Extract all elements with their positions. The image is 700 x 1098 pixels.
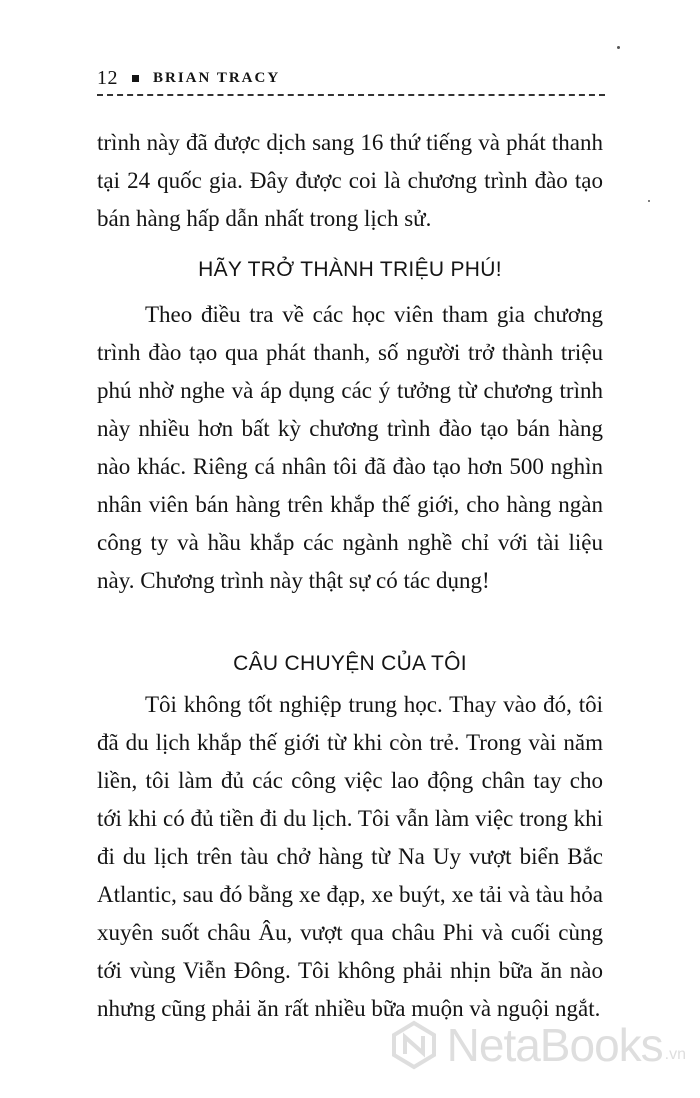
section-heading-my-story: CÂU CHUYỆN CỦA TÔI <box>233 652 467 675</box>
author-name: BRIAN TRACY <box>153 69 281 86</box>
header-divider <box>97 94 605 96</box>
intro-paragraph: trình này đã được dịch sang 16 thứ tiếng và phát thanh tại 24 quốc gia. Đây được coi là chương trình đào tạo bán hàng hấp dẫn nhất trong lịch sử. <box>97 130 603 231</box>
millionaire-paragraph: Theo điều tra về các học viên tham gia chương trình đào tạo qua phát thanh, số người trở thành triệu phú nhờ nghe và áp dụng các ý tưởng từ chương trình này nhiều hơn bất kỳ chương trình đào tạo bán hàng nào khác. Riêng cá nhân tôi đã đào tạo hơn 500 nghìn nhân viên bán hàng trên khắp thế giới, cho hàng ngàn công ty và hầu khắp các ngành nghề chỉ với tài liệu này. Chương trình này thật sự có tác dụng! <box>97 302 603 593</box>
section-my-story-text <box>97 686 603 1028</box>
intro-text <box>97 124 603 238</box>
section-heading-millionaire: HÃY TRỞ THÀNH TRIỆU PHÚ! <box>198 258 502 281</box>
page-number: 12 <box>97 66 118 89</box>
watermark-text: NetaBooks <box>446 1019 663 1071</box>
print-speck <box>648 200 650 202</box>
print-speck <box>617 46 620 49</box>
watermark <box>389 1018 686 1072</box>
netabooks-logo-icon <box>389 1020 439 1070</box>
running-header <box>97 62 605 94</box>
my-story-paragraph: Tôi không tốt nghiệp trung học. Thay vào đó, tôi đã du lịch khắp thế giới từ khi còn trẻ. Trong vài năm liền, tôi làm đủ các công việc lao động chân tay cho tới khi có đủ tiền đi du lịch. Tôi vẫn làm việc trong khi đi du lịch trên tàu chở hàng từ Na Uy vượt biển Bắc Atlantic, sau đó bằng xe đạp, xe buýt, xe tải và tàu hỏa xuyên suốt châu Âu, vượt qua châu Phi và cuối cùng tới vùng Viễn Đông. Tôi không phải nhịn bữa ăn nào nhưng cũng phải ăn rất nhiều bữa muộn và nguội ngắt. <box>97 692 603 1021</box>
section-millionaire-text <box>97 296 603 600</box>
header-bullet-icon <box>132 75 139 82</box>
watermark-suffix: .vn <box>664 1046 686 1063</box>
